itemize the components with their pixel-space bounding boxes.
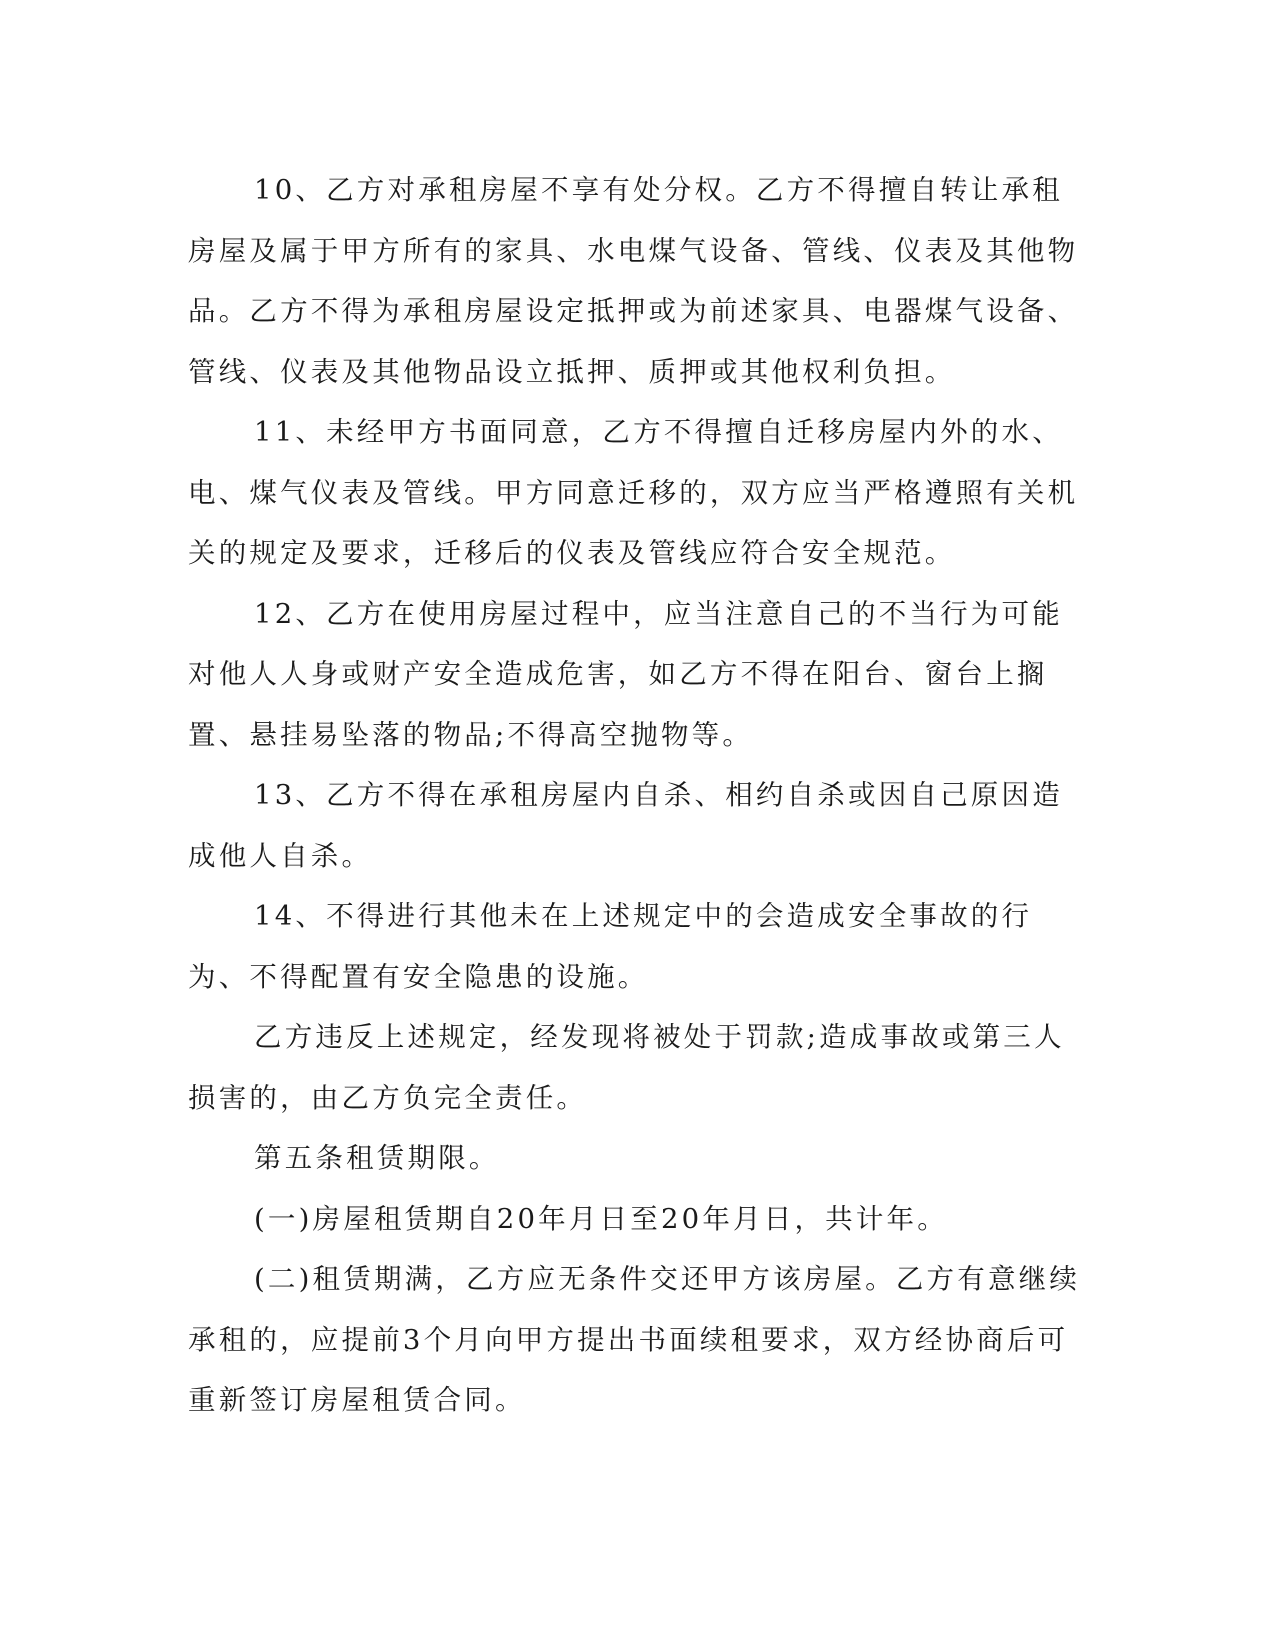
section-heading-article-5: 第五条租赁期限。 [254, 1142, 500, 1174]
paragraph-clause-12: 12、乙方在使用房屋过程中，应当注意自己的不当行为可能对他人人身或财产安全造成危害，如乙方不得在阳台、窗台上搁置、悬挂易坠落的物品;不得高空抛物等。 [188, 597, 1063, 751]
paragraph-liability: 乙方违反上述规定，经发现将被处于罚款;造成事故或第三人损害的，由乙方负完全责任。 [188, 1021, 1065, 1114]
paragraph-term-1: (一)房屋租赁期自20年月日至20年月日，共计年。 [254, 1202, 948, 1235]
paragraph-clause-11: 11、未经甲方书面同意，乙方不得擅自迁移房屋内外的水、电、煤气仪表及管线。甲方同意迁移的，双方应当严格遵照有关机关的规定及要求，迁移后的仪表及管线应符合安全规范。 [188, 416, 1079, 569]
paragraph-term-2: (二)租赁期满，乙方应无条件交还甲方该房屋。乙方有意继续承租的，应提前3个月向甲方提出书面续租要求，双方经协商后可重新签订房屋租赁合同。 [188, 1263, 1081, 1416]
document-body [188, 160, 1088, 1431]
paragraph-clause-13: 13、乙方不得在承租房屋内自杀、相约自杀或因自己原因造成他人自杀。 [188, 779, 1063, 872]
paragraph-clause-10: 10、乙方对承租房屋不享有处分权。乙方不得擅自转让承租房屋及属于甲方所有的家具、水电煤气设备、管线、仪表及其他物品。乙方不得为承租房屋设定抵押或为前述家具、电器煤气设备、管线、仪表及其他物品设立抵押、质押或其他权利负担。 [188, 174, 1079, 388]
paragraph-clause-14: 14、不得进行其他未在上述规定中的会造成安全事故的行为、不得配置有安全隐患的设施。 [188, 900, 1033, 993]
